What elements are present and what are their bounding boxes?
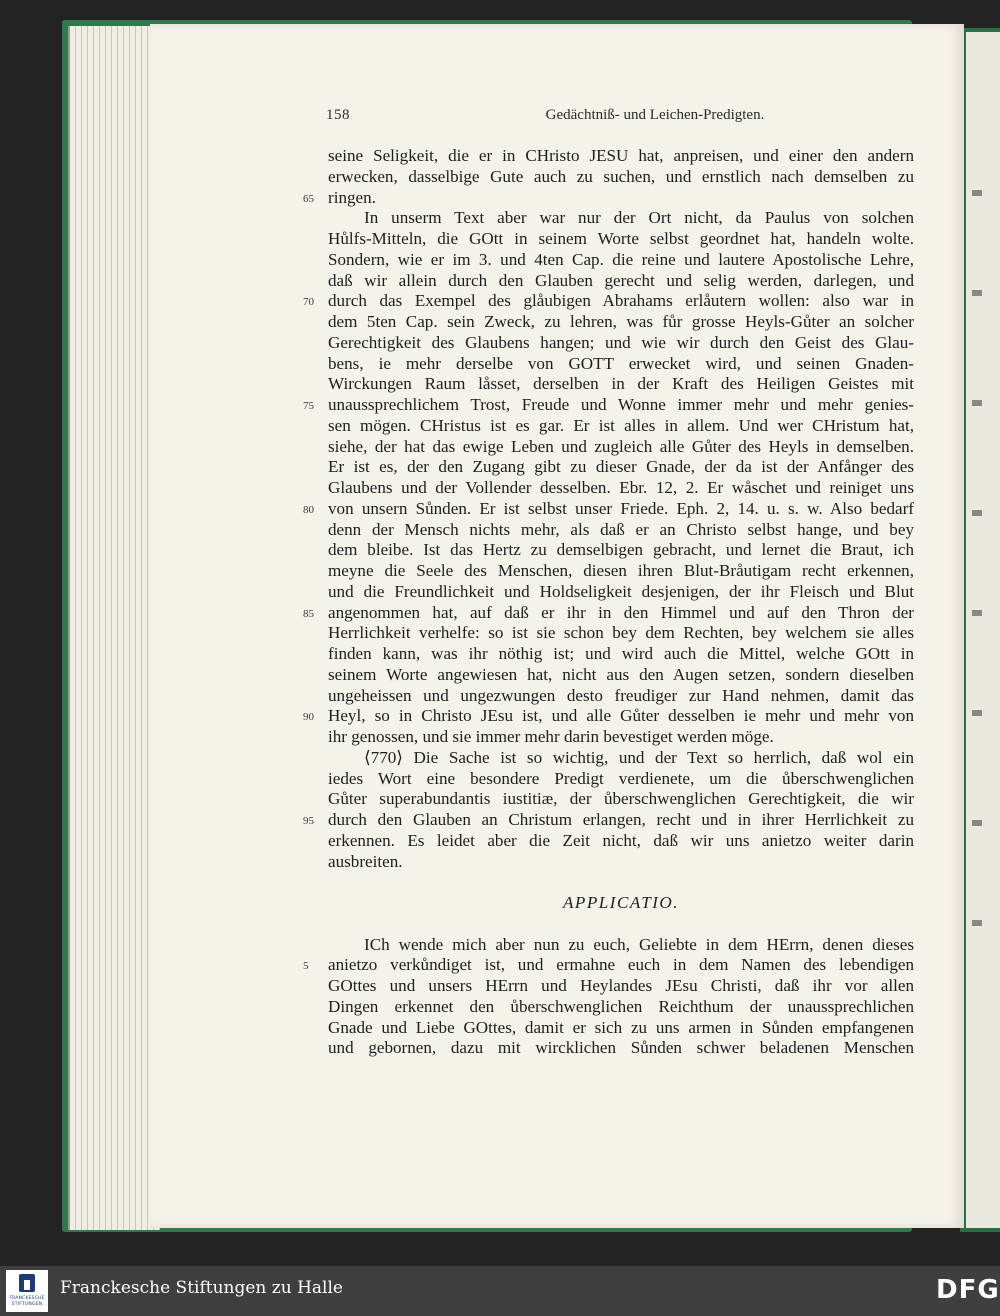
line-text: dem bleibe. Ist das Hertz zu demselbigen gebracht, und lernet die Braut, ich [328, 540, 914, 560]
line-text: erkennen. Es leidet aber die Zeit nicht, daß wir uns anietzo weiter darin [328, 830, 914, 850]
text-line [328, 997, 914, 1018]
line-text: Gerechtigkeit des Glaubens hangen; und wie wir durch den Geist des Glau- [328, 332, 914, 352]
line-text: iedes Wort eine besondere Predigt verdienete, um die ůberschwenglichen [328, 768, 914, 788]
line-text: siehe, der hat das ewige Leben und zugleich alle Gůter des Heyls in demselben. [328, 436, 914, 456]
dfg-logo-icon[interactable]: DFG [936, 1275, 1000, 1305]
line-text: Sondern, wie er im 3. und 4ten Cap. die reine und lautere Apostolische Lehre, [328, 249, 914, 269]
viewer-footer-bar [0, 1266, 1000, 1316]
text-line [328, 271, 914, 292]
line-text: durch das Exempel des glåubigen Abrahams erlåutern wollen: also war in [328, 291, 914, 311]
line-text: ICh wende mich aber nun zu euch, Geliebte in dem HErrn, denen dieses [364, 934, 914, 954]
line-number: 65 [303, 192, 314, 205]
line-text: durch den Glauben an Christum erlangen, recht und in ihrer Herrlichkeit zu [328, 810, 914, 829]
text-line [328, 1038, 914, 1059]
line-text: ihr genossen, und sie immer mehr darin bevestiget werden möge. [328, 727, 774, 746]
text-line [328, 416, 914, 437]
text-line [328, 914, 914, 935]
line-text: In unserm Text aber war nur der Ort nicht, da Paulus von solchen [364, 208, 914, 228]
facing-page-marks [968, 180, 988, 1080]
text-line [328, 727, 914, 748]
page-edges [68, 26, 160, 1230]
line-text: Gůter superabundantis iustitiæ, der ůberschwenglichen Gerechtigkeit, die wir [328, 789, 914, 809]
text-line [328, 540, 914, 561]
franckesche-logo-icon[interactable]: FRANCKESCHE STIFTUNGEN [6, 1270, 48, 1312]
page-header [326, 107, 914, 129]
text-line [328, 229, 914, 250]
line-text: Gnade und Liebe GOttes, damit er sich zu uns armen in Sůnden empfangenen [328, 1017, 914, 1037]
text-line [328, 561, 914, 582]
text-line [303, 810, 914, 831]
text-line [303, 955, 914, 976]
text-line [328, 208, 914, 229]
text-line [328, 146, 914, 167]
text-line [328, 457, 914, 478]
text-line [328, 1018, 914, 1039]
text-line [328, 312, 914, 333]
text-line [328, 167, 914, 188]
line-text: seinem Worte angewiesen hat, nicht aus den Augen setzen, sondern dieselben [328, 664, 914, 684]
line-text: sen mögen. CHristus ist es gar. Er ist alles in allem. Und wer CHristum hat, [328, 415, 914, 435]
line-text: bens, ie mehr derselbe von GOTT erwecket wird, und seinen Gnaden- [328, 353, 914, 373]
line-text: ⟨770⟩ Die Sache ist so wichtig, und der Text so herrlich, daß wol ein [364, 747, 914, 767]
line-number: 70 [303, 296, 314, 309]
line-text: Glaubens und der Vollender desselben. Ebr. 12, 2. Er wåschet und reiniget uns [328, 478, 914, 497]
line-text: GOttes und unsers HErrn und Heylandes JEsu Christi, daß ihr vor allen [328, 976, 914, 995]
text-line [328, 582, 914, 603]
text-line [328, 250, 914, 271]
line-text: denn der Mensch nichts mehr, als daß er an Christo selbst hange, und bey [328, 519, 914, 539]
text-line [328, 374, 914, 395]
line-text: und gebornen, dazu mit wircklichen Sůnden schwer beladenen Menschen [328, 1038, 914, 1058]
section-heading [328, 893, 914, 914]
line-number: 75 [303, 400, 314, 412]
text-line [328, 354, 914, 375]
text-line [328, 852, 914, 873]
line-text: angenommen hat, auf daß er ihr in den Himmel und auf den Thron der [328, 602, 914, 622]
line-text: Hůlfs-Mitteln, die GOtt in seinem Worte selbst geordnet hat, handeln wolte. [328, 229, 914, 248]
text-line [328, 644, 914, 665]
line-text: Dingen erkennet den ůberschwenglichen Reichthum der unaussprechlichen [328, 996, 914, 1016]
line-text: erwecken, dasselbige Gute auch zu suchen, und ernstlich nach demselben zu [328, 166, 914, 186]
line-number: 5 [303, 960, 309, 973]
line-text: APPLICATIO. [562, 893, 680, 912]
text-line [328, 935, 914, 956]
line-text: und die Freundlichkeit und Holdseligkeit desjenigen, der ihr Fleisch und Blut [328, 581, 914, 601]
text-line [303, 187, 914, 209]
text-line [328, 665, 914, 686]
line-text: dem 5ten Cap. sein Zweck, zu lehren, was fůr grosse Heyls-Gůter an solcher [328, 312, 914, 331]
line-number: 90 [303, 711, 314, 724]
text-line [328, 831, 914, 852]
text-line [303, 291, 914, 312]
line-text: von unsern Sůnden. Er ist selbst unser Friede. Eph. 2, 14. u. s. w. Also bedarf [328, 498, 914, 518]
text-line [303, 706, 914, 727]
running-title: Gedächtniß- und Leichen-Predigten. [545, 107, 765, 123]
line-text: Er ist es, der den Zugang gibt zu dieser Gnade, der da ist der Anfånger des [328, 457, 914, 477]
line-number: 95 [303, 815, 314, 827]
line-text: Herrlichkeit verhelfe: so ist sie schon bey dem Rechten, bey welchem sie alles [328, 623, 914, 643]
line-text: ringen. [328, 187, 376, 207]
text-line [303, 602, 914, 624]
text-line [328, 789, 914, 810]
text-line [328, 769, 914, 790]
body-text [303, 146, 914, 1059]
line-text: seine Seligkeit, die er in CHristo JESU hat, anpreisen, und einer den andern [328, 146, 914, 165]
line-text: finden kann, was ihr nöthig ist; und wird auch die Mittel, welche GOtt in [328, 644, 914, 663]
line-text: meyne die Seele des Menschen, diesen ihren Blut-Bråutigam recht erkennen, [328, 561, 914, 580]
institution-link[interactable]: Franckesche Stiftungen zu Halle [60, 1278, 343, 1298]
text-line [328, 520, 914, 541]
text-line [328, 437, 914, 458]
text-line [328, 623, 914, 644]
page-number: 158 [326, 107, 350, 123]
line-number: 80 [303, 503, 314, 516]
line-number: 85 [303, 607, 314, 620]
text-line [328, 872, 914, 893]
text-line [328, 748, 914, 769]
text-line [328, 478, 914, 499]
line-text: anietzo verkůndiget ist, und ermahne euch in dem Namen des lebendigen [328, 955, 914, 975]
text-line [303, 395, 914, 416]
text-line [328, 333, 914, 354]
line-text: Heyl, so in Christo JEsu ist, und alle Gůter desselben ie mehr und mehr von [328, 706, 914, 726]
text-line [328, 686, 914, 707]
line-text: daß wir allein durch den Glauben gerecht und selig werden, darlegen, und [328, 270, 914, 290]
text-line [328, 976, 914, 997]
line-text: ungeheissen und ungezwungen desto freudiger zur Hand nehmen, damit das [328, 685, 914, 705]
line-text: ausbreiten. [328, 851, 403, 871]
line-text: unaussprechlichem Trost, Freude und Wonne immer mehr und mehr genies- [328, 395, 914, 414]
line-text: Wirckungen Raum låsset, derselben in der Kraft des Heiligen Geistes mit [328, 374, 914, 394]
text-line [303, 498, 914, 520]
